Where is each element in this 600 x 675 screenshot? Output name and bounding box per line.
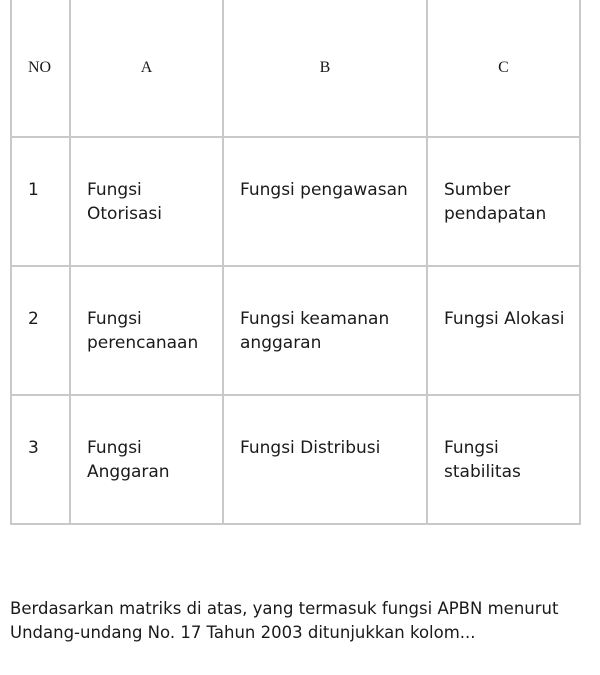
cell-text: Sumber pendapatan — [444, 180, 547, 224]
table-header-row — [11, 0, 580, 137]
table-row — [11, 137, 580, 266]
cell-text: Fungsi pengawasan — [240, 180, 408, 200]
header-c: C — [427, 0, 580, 137]
cell-text: Fungsi Distribusi — [240, 438, 381, 458]
column-b-cell — [223, 137, 427, 266]
cell-text: Fungsi Otorisasi — [87, 180, 163, 224]
table-row — [11, 266, 580, 395]
cell-text: Fungsi Anggaran — [87, 438, 170, 482]
cell-text: Fungsi stabilitas — [444, 438, 521, 482]
row-number-cell — [11, 266, 70, 395]
header-a: A — [70, 0, 223, 137]
column-b-cell — [223, 266, 427, 395]
column-c-cell — [427, 395, 580, 524]
row-number-cell — [11, 395, 70, 524]
row-number: 1 — [28, 180, 39, 200]
column-c-cell — [427, 137, 580, 266]
cell-text: Fungsi perencanaan — [87, 309, 199, 353]
column-c-cell — [427, 266, 580, 395]
column-b-cell — [223, 395, 427, 524]
column-a-cell — [70, 137, 223, 266]
apbn-matrix-table — [10, 0, 581, 525]
cell-text: Fungsi keamanan anggaran — [240, 309, 390, 353]
row-number: 3 — [28, 438, 39, 458]
column-a-cell — [70, 395, 223, 524]
cell-text: Fungsi Alokasi — [444, 309, 565, 329]
row-number-cell — [11, 137, 70, 266]
header-no: NO — [11, 0, 70, 137]
question-text: Berdasarkan matriks di atas, yang termasuk fungsi APBN menurut Undang-undang No. 17 Tahun 2003 ditunjukkan kolom... — [10, 599, 559, 642]
table-row — [11, 395, 580, 524]
row-number: 2 — [28, 309, 39, 329]
column-a-cell — [70, 266, 223, 395]
header-b: B — [223, 0, 427, 137]
